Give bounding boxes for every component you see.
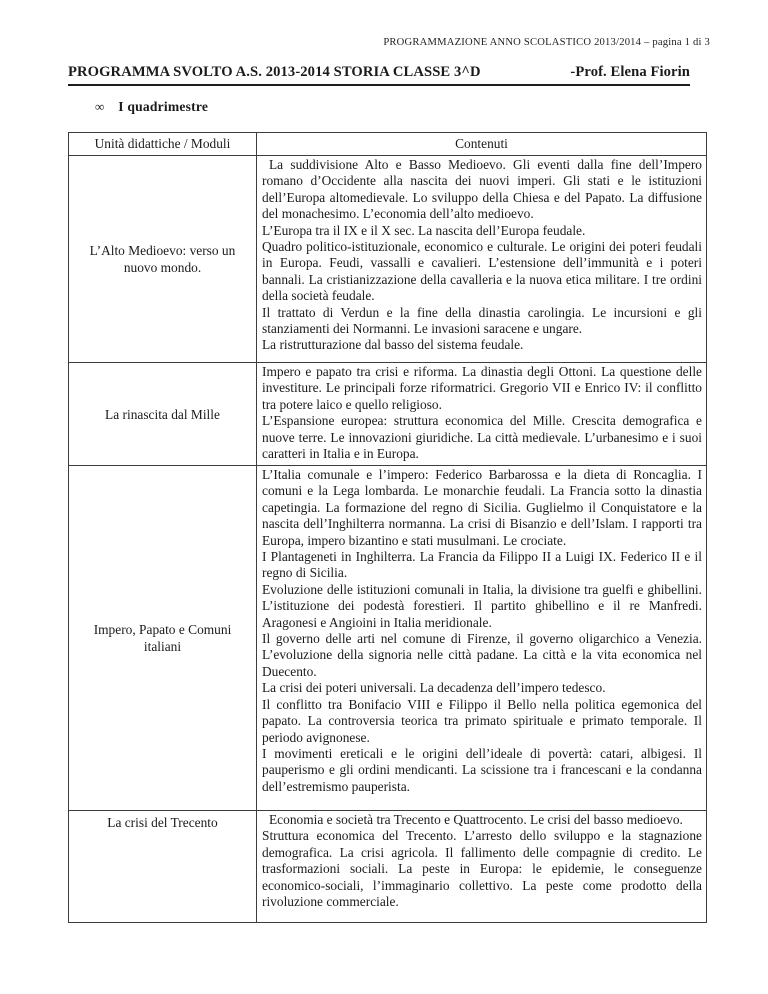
section-heading <box>95 99 208 115</box>
column-header-moduli: Unità didattiche / Moduli <box>69 133 257 156</box>
contents-cell <box>257 156 707 363</box>
content-paragraph: La crisi dei poteri universali. La decadenza dell’impero tedesco. <box>262 680 606 696</box>
contents-cell <box>257 811 707 923</box>
content-paragraph: Il governo delle arti nel comune di Firenze, il governo oligarchico a Venezia. L’evoluzione della signoria nelle città padane. La città e la vita economica nel Duecento. <box>262 631 702 679</box>
document-title <box>68 64 690 86</box>
table-header-row <box>69 133 707 156</box>
content-paragraph: Quadro politico-istituzionale, economico e culturale. Le origini dei poteri feudali in Europa. Feudi, vassalli e cavalieri. L’estensione dell’immunità e i poteri bannali. La cristianizzazione della cavalleria e la nuova etica militare. I tre ordini della società feudale. <box>262 239 702 304</box>
infinity-bullet-icon: ∞ <box>95 99 105 114</box>
module-cell: La rinascita dal Mille <box>69 363 257 466</box>
module-cell: La crisi del Trecento <box>69 811 257 923</box>
content-paragraph: Economia e società tra Trecento e Quattrocento. Le crisi del basso medioevo. <box>269 812 683 827</box>
contents-cell <box>257 363 707 466</box>
content-paragraph: I movimenti ereticali e le origini dell’ideale di povertà: catari, albigesi. Il pauperismo e gli ordini mendicanti. La scissione tra i francescani e la condanna dell’estremismo pauperista. <box>262 745 702 794</box>
column-header-contenuti: Contenuti <box>257 133 707 156</box>
content-paragraph: Impero e papato tra crisi e riforma. La dinastia degli Ottoni. La questione delle investiture. Le principali forze riformatrici. Gregorio VII e Enrico IV: il conflitto tra potere laico e quello religioso. <box>262 364 702 412</box>
title-professor: -Prof. Elena Fiorin <box>570 64 690 80</box>
table-row <box>69 466 707 811</box>
content-paragraph: L’Italia comunale e l’impero: Federico Barbarossa e la dieta di Roncaglia. I comuni e la Lega lombarda. Le monarchie feudali. La Francia sotto la dinastia capetingia. La formazione del regno di Sicilia. Guglielmo il Conquistatore e la nascita dell’Inghilterra normanna. La crisi di Bisanzio e dell’Islam. I rapporti tra Europa, impero bizantino e stati musulmani. Le crociate. <box>262 467 702 548</box>
syllabus-table <box>68 132 707 923</box>
module-cell: Impero, Papato e Comuni italiani <box>69 466 257 811</box>
module-cell: L’Alto Medioevo: verso un nuovo mondo. <box>69 156 257 363</box>
content-paragraph: L’Europa tra il IX e il X sec. La nascita dell’Europa feudale. <box>262 222 586 238</box>
content-paragraph: Il trattato di Verdun e la fine della dinastia carolingia. Le incursioni e gli stanziamenti dei Normanni. Le invasioni saracene e ungare. <box>262 304 702 337</box>
content-paragraph: L’Espansione europea: struttura economica del Mille. Crescita demografica e nuove terre. Le innovazioni giuridiche. La città medievale. L’urbanesimo e i suoi caratteri in Italia e in Europa. <box>262 413 702 462</box>
contents-cell <box>257 466 707 811</box>
table-row <box>69 156 707 363</box>
content-paragraph: I Plantageneti in Inghilterra. La Francia da Filippo II a Luigi IX. Federico II e il regno di Sicilia. <box>262 549 702 581</box>
table-row <box>69 363 707 466</box>
table-row <box>69 811 707 923</box>
section-label: I quadrimestre <box>118 99 209 114</box>
content-paragraph: Struttura economica del Trecento. L’arresto dello sviluppo e la stagnazione demografica. La crisi agricola. Il fallimento delle compagnie di credito. Le trasformazioni sociali. La peste in Europa: le epidemie, le conseguenze economico-sociali, l’immaginario collettivo. La peste come prodotto della rivoluzione commerciale. <box>262 828 702 910</box>
content-paragraph: La ristrutturazione dal basso del sistema feudale. <box>262 337 524 353</box>
content-paragraph: La suddivisione Alto e Basso Medioevo. Gli eventi dalla fine dell’Impero romano d’Occidente alla nascita dei nuovi imperi. Gli stati e le istituzioni dell’Europa altomedievale. Lo sviluppo della Chiesa e del Papato. La diffusione del monachesimo. L’economia dell’alto medioevo. <box>262 157 702 222</box>
page-header-meta: PROGRAMMAZIONE ANNO SCOLASTICO 2013/2014 – pagina 1 di 3 <box>383 37 710 48</box>
title-course: PROGRAMMA SVOLTO A.S. 2013-2014 STORIA CLASSE 3^D <box>68 64 481 80</box>
content-paragraph: Evoluzione delle istituzioni comunali in Italia, la divisione tra guelfi e ghibellini. L’istituzione dei podestà forestieri. Il partito ghibellino e il re Manfredi. Aragonesi e Angioini in Italia meridionale. <box>262 581 702 630</box>
content-paragraph: Il conflitto tra Bonifacio VIII e Filippo il Bello nella politica egemonica del papato. La controversia teorica tra primato spirituale e primato temporale. Il periodo avignonese. <box>262 696 702 745</box>
